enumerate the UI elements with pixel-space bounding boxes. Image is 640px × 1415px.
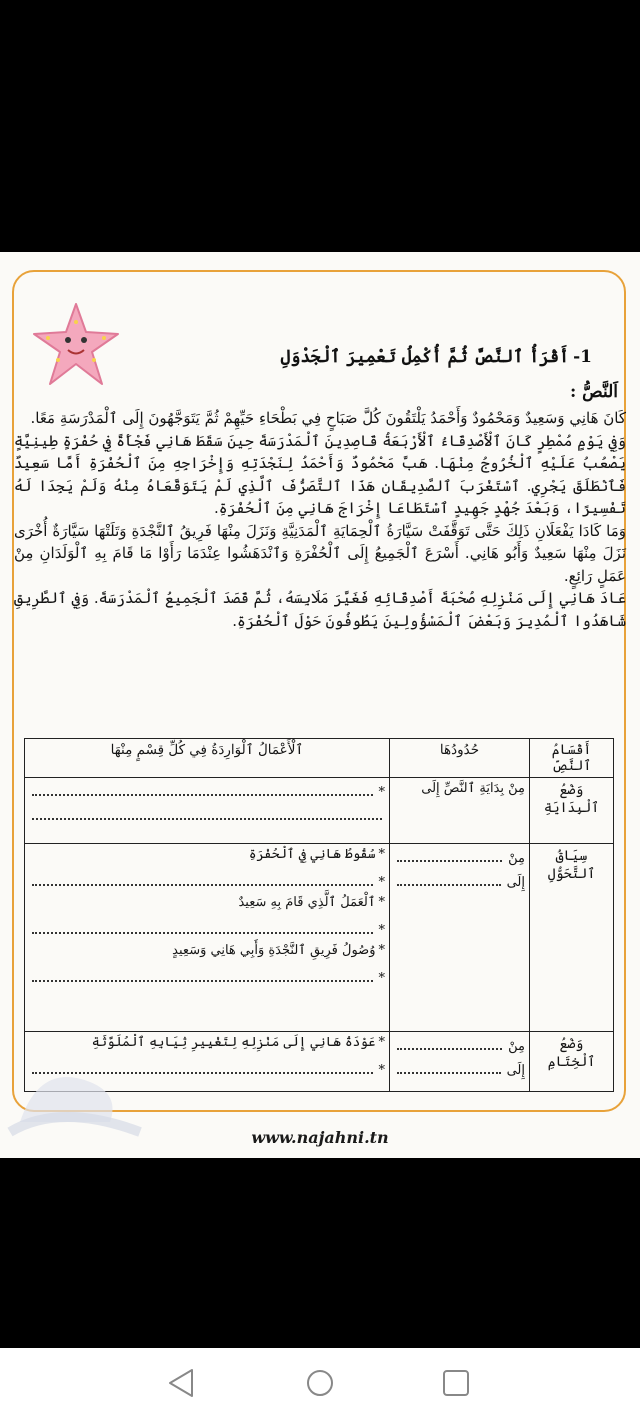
story-paragraph: عَادَ هَانِي إِلَى مَنْزِلِهِ صُحْبَةَ أَصْدِقَائِهِ فَغَيَّرَ مَلَابِسَهُ، ثُمَّ قَصَدَ ٱلْجَمِيعُ ٱلْمَدْرَسَةَ. وَفِي ٱلطَّرِيقِ شَاهَدُوا ٱلْمُدِيرَ وَبَعْضَ ٱلْمَسْؤُولِينَ يَطُوفُونَ حَوْلَ ٱلْحُفْرَةِ. — [14, 589, 626, 630]
recent-square-icon[interactable] — [436, 1366, 476, 1400]
bullet: * — [378, 971, 385, 986]
dotted-blank — [397, 1059, 501, 1074]
action-text: وُصُولُ فَرِيقِ ٱلنَّجْدَةِ وَأَبِي هَانِي وَسَعِيدٍ — [172, 943, 376, 958]
section-beginning: وَضْعُ ٱلْبِدَايَةِ — [530, 778, 614, 844]
limits-cell — [390, 1032, 530, 1092]
actions-cell — [25, 778, 390, 844]
document-photo — [0, 252, 640, 1158]
dotted-blank — [32, 919, 373, 934]
bullet: * — [378, 943, 385, 958]
answer-line[interactable] — [29, 781, 385, 805]
bullet: * — [378, 875, 385, 890]
dotted-blank — [32, 967, 373, 982]
header-limits: حُدُودُهَا — [390, 739, 530, 778]
exercise-header — [281, 346, 592, 367]
section-ending: وَضْعُ ٱلْخِتَامِ — [530, 1032, 614, 1092]
dotted-blank — [32, 871, 373, 886]
limits-cell — [390, 844, 530, 1032]
story-paragraph: كَانَ هَانِي وَسَعِيدٌ وَمَحْمُودٌ وَأَحْمَدُ يَلْتَقُونَ كُلَّ صَبَاحٍ فِي بَطْحَاءِ حَيِّهِمْ ثُمَّ يَتَوَجَّهُونَ إِلَى ٱلْمَدْرَسَةِ مَعًا. — [30, 409, 626, 427]
limits-line — [394, 781, 525, 805]
bullet: * — [378, 1035, 385, 1050]
to-label: إِلَى — [506, 875, 525, 890]
bullet: * — [378, 923, 385, 938]
dotted-blank — [32, 781, 373, 796]
from-line[interactable] — [394, 847, 525, 871]
table-row-beginning — [25, 778, 614, 844]
from-label: مِنْ — [508, 851, 525, 866]
from-label: مِنْ — [508, 1039, 525, 1054]
table-header-row — [25, 739, 614, 778]
story-paragraph: وَفِي يَوْمٍ مُمْطِرٍ كَانَ ٱلْأَصْدِقَاءُ ٱلْأَرْبَعَةُ قَاصِدِينَ ٱلْمَدْرَسَةَ حِينَ سَقَطَ هَانِي فَجْأَةً فِي حُفْرَةٍ طِينِيَّةٍ يَصْعُبُ عَلَيْهِ ٱلْخُرُوجُ مِنْهَا. هَبَّ مَحْمُودٌ وَأَحْمَدُ لِنَجْدَتِهِ وَإِخْرَاجِهِ مِنَ ٱلْحُفْرَةِ أَمَّا سَعِيدٌ فَٱنْطَلَقَ يَجْرِي. ٱسْتَغْرَبَ ٱلصَّدِيقَانِ هَذَا ٱلتَّصَرُّفَ ٱلَّذِي لَمْ يَتَوَقَّعَاهُ مِنْهُ وَلَمْ يَجِدَا لَهُ تَفْسِيرًا، وَبَعْدَ جُهْدٍ جَهِيدٍ ٱسْتَطَاعَا إِخْرَاجَ هَانِي مِنَ ٱلْحُفْرَةِ. — [14, 431, 626, 517]
dotted-blank — [397, 871, 501, 886]
bullet: * — [378, 785, 385, 800]
dotted-blank — [397, 1035, 502, 1050]
dotted-blank — [397, 847, 502, 862]
action-line — [29, 847, 385, 871]
actions-cell — [25, 844, 390, 1032]
bullet: * — [378, 1063, 385, 1078]
back-triangle-icon[interactable] — [162, 1366, 202, 1400]
android-nav-bar — [0, 1348, 640, 1415]
from-line[interactable] — [394, 1035, 525, 1059]
section-transition: سِيَاقُ ٱلتَّحَوُّلِ — [530, 844, 614, 1032]
limits-cell — [390, 778, 530, 844]
action-text: ٱلْعَمَلُ ٱلَّذِي قَامَ بِهِ سَعِيدٌ — [238, 895, 376, 910]
header-actions: ٱلْأَعْمَالُ ٱلْوَارِدَةُ فِي كُلِّ قِسْمٍ مِنْهَا — [25, 739, 390, 778]
answer-line[interactable] — [29, 871, 385, 895]
to-line[interactable] — [394, 1059, 525, 1083]
answer-line[interactable] — [29, 919, 385, 943]
watermark-logo-icon — [0, 1022, 150, 1142]
table-row-transition — [25, 844, 614, 1032]
bullet: * — [378, 847, 385, 862]
starfish-mascot-icon — [28, 300, 124, 390]
action-line — [29, 943, 385, 967]
to-label: إِلَى — [506, 1063, 525, 1078]
story-paragraph: وَمَا كَادَا يَفْعَلَانِ ذَلِكَ حَتَّى تَوَقَّفَتْ سَيَّارَةُ ٱلْحِمَايَةِ ٱلْمَدَنِيَّةِ وَنَزَلَ مِنْهَا فَرِيقُ ٱلنَّجْدَةِ وَتَلَتْهَا سَيَّارَةٌ أُخْرَى نَزَلَ مِنْهَا سَعِيدٌ وَأَبُو هَانِي. أَسْرَعَ ٱلْجَمِيعُ إِلَى ٱلْحُفْرَةِ وَٱنْدَهَشُوا عِنْدَمَا رَأَوْا مَا قَامَ بِهِ ٱلْوَلَدَانِ مِنْ عَمَلٍ رَائِعٍ. — [14, 521, 626, 585]
action-line — [29, 895, 385, 919]
exercise-number: 1- — [573, 347, 592, 367]
answer-line[interactable] — [29, 967, 385, 991]
story-text — [14, 407, 626, 632]
action-text: سُقُوطُ هَانِي فِي ٱلْحُفْرَةِ — [248, 847, 376, 862]
answer-line[interactable] — [29, 805, 385, 829]
home-circle-icon[interactable] — [300, 1366, 340, 1400]
action-text: عَوْدَةُ هَانِي إِلَى مَنْزِلِهِ لِتَغْيِيرِ ثِيَابِهِ ٱلْمُلَوَّثَةِ — [91, 1035, 376, 1050]
to-line[interactable] — [394, 871, 525, 895]
dotted-blank — [32, 805, 382, 820]
exercise-instruction: أَقْرَأُ ٱلنَّصَّ ثُمَّ أُكْمِلُ تَعْمِيرَ ٱلْجَدْوَلِ — [280, 347, 570, 367]
header-sections: أَقْسَامُ ٱلنَّصِّ — [530, 739, 614, 778]
website-footer[interactable]: www.najahni.tn — [251, 1128, 389, 1147]
bullet: * — [378, 895, 385, 910]
limits-text: مِنْ بِدَايَةِ ٱلنَّصِّ إِلَى — [421, 781, 525, 796]
text-heading: اَلنَّصُّ : — [569, 382, 618, 402]
